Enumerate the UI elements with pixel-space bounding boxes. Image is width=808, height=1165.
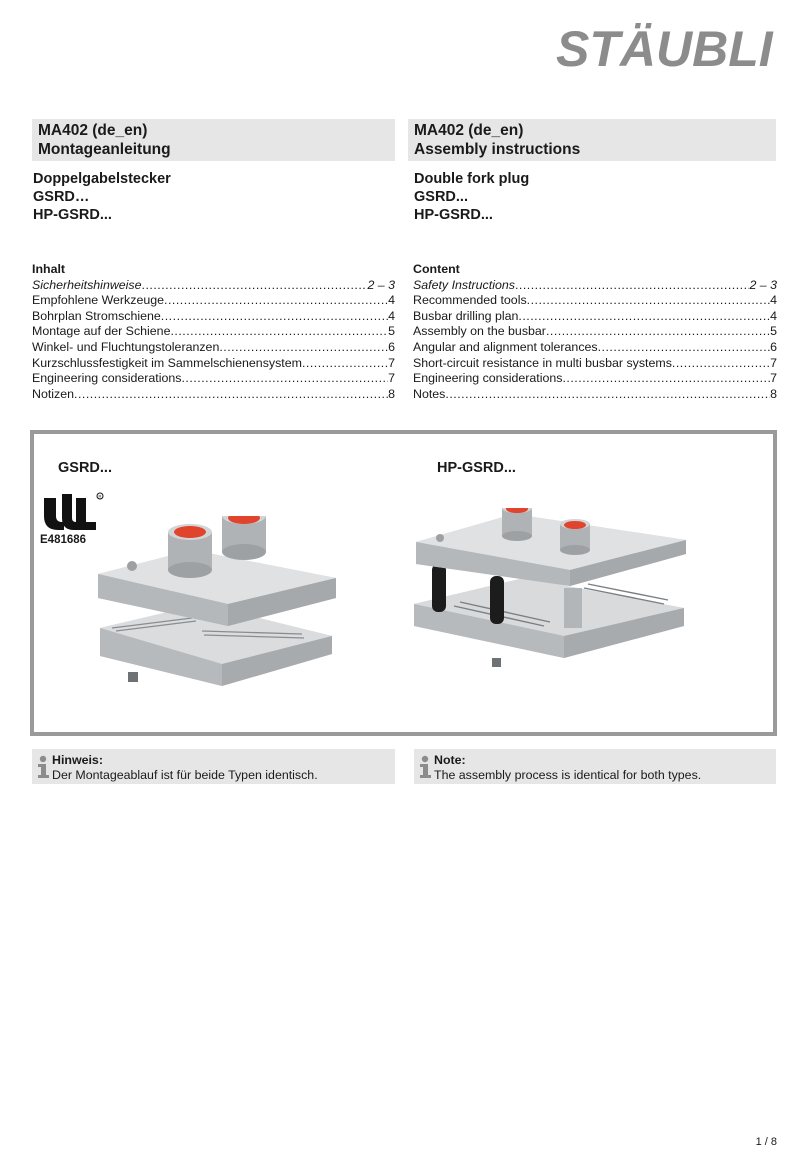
toc-entry-page: 4 bbox=[770, 293, 777, 308]
doc-code-en: MA402 (de_en) bbox=[414, 122, 524, 139]
toc-entry-label: Recommended tools bbox=[413, 293, 527, 308]
note-box-de bbox=[32, 749, 395, 784]
figure-label-gsrd: GSRD... bbox=[58, 460, 112, 476]
toc-entry[interactable] bbox=[413, 309, 777, 325]
product-title-de bbox=[33, 170, 171, 224]
info-icon bbox=[418, 755, 432, 779]
hp-gsrd-product-image bbox=[414, 508, 689, 678]
logo-text: STÄUBLI bbox=[556, 21, 773, 77]
toc-entry[interactable] bbox=[32, 309, 395, 325]
toc-entry-page: 8 bbox=[388, 386, 395, 401]
toc-de bbox=[32, 262, 395, 402]
ul-file-number: E481686 bbox=[40, 534, 87, 546]
title-bar-en bbox=[408, 119, 776, 161]
title-bar-de bbox=[32, 119, 395, 161]
product-figure bbox=[30, 430, 777, 736]
product-name-en: Double fork plug bbox=[414, 171, 530, 187]
toc-entry-label: Notes bbox=[413, 386, 446, 401]
product-variant-1-de: GSRD… bbox=[33, 189, 90, 205]
toc-entry[interactable] bbox=[413, 387, 777, 403]
product-variant-2-en: HP-GSRD... bbox=[414, 207, 493, 223]
product-title-en bbox=[414, 170, 529, 224]
figure-label-hp-gsrd: HP-GSRD... bbox=[437, 460, 516, 476]
toc-entry-page: 8 bbox=[770, 386, 777, 401]
toc-entry[interactable] bbox=[32, 356, 395, 372]
toc-entry-label: Bohrplan Stromschiene bbox=[32, 308, 161, 323]
product-variant-1-en: GSRD... bbox=[414, 189, 468, 205]
toc-entry-label: Safety Instructions bbox=[413, 277, 515, 292]
toc-entry[interactable] bbox=[413, 278, 777, 294]
toc-entry[interactable] bbox=[32, 371, 395, 387]
toc-heading-en: Content bbox=[413, 262, 460, 276]
toc-entry-label: Montage auf der Schiene bbox=[32, 324, 171, 339]
toc-entry-page: 6 bbox=[388, 339, 395, 354]
toc-entry-label: Short-circuit resistance in multi busbar systems bbox=[413, 355, 672, 370]
doc-code-de: MA402 (de_en) bbox=[38, 122, 148, 139]
toc-entry-page: 7 bbox=[388, 355, 395, 370]
page-number: 1 / 8 bbox=[755, 1136, 777, 1148]
toc-entry[interactable] bbox=[413, 324, 777, 340]
toc-entry-page: 7 bbox=[770, 371, 777, 386]
toc-entry-label: Sicherheitshinweise bbox=[32, 277, 142, 292]
toc-entry-page: 7 bbox=[770, 355, 777, 370]
toc-entry[interactable] bbox=[413, 356, 777, 372]
toc-entry-label: Kurzschlussfestigkeit im Sammelschienensystem bbox=[32, 355, 302, 370]
toc-entry-label: Notizen bbox=[32, 386, 75, 401]
toc-entry-label: Angular and alignment tolerances bbox=[413, 339, 598, 354]
product-variant-2-de: HP-GSRD... bbox=[33, 207, 112, 223]
toc-entry-label: Engineering considerations bbox=[413, 371, 563, 386]
note-text-en: The assembly process is identical for both types. bbox=[434, 768, 702, 782]
toc-entry-label: Engineering considerations bbox=[32, 371, 182, 386]
toc-entry-page: 4 bbox=[388, 308, 395, 323]
toc-heading-de: Inhalt bbox=[32, 262, 66, 276]
svg-text:R: R bbox=[98, 493, 102, 499]
toc-entry-page: 6 bbox=[770, 339, 777, 354]
toc-entry-page: 4 bbox=[770, 308, 777, 323]
toc-entry-label: Assembly on the busbar bbox=[413, 324, 546, 339]
gsrd-product-image bbox=[92, 516, 342, 706]
note-text-de: Der Montageablauf ist für beide Typen identisch. bbox=[52, 768, 318, 782]
toc-entry[interactable] bbox=[413, 371, 777, 387]
toc-entry[interactable] bbox=[32, 324, 395, 340]
toc-entry[interactable] bbox=[413, 293, 777, 309]
staubli-logo bbox=[552, 14, 778, 78]
toc-en bbox=[413, 262, 777, 402]
toc-entry-page: 2 – 3 bbox=[367, 277, 395, 292]
toc-entry-label: Winkel- und Fluchtungstoleranzen bbox=[32, 339, 220, 354]
toc-entry[interactable] bbox=[32, 387, 395, 403]
toc-entry[interactable] bbox=[32, 293, 395, 309]
product-name-de: Doppelgabelstecker bbox=[33, 171, 171, 187]
toc-entry-label: Busbar drilling plan bbox=[413, 308, 519, 323]
toc-entry[interactable] bbox=[32, 340, 395, 356]
toc-entry-page: 7 bbox=[388, 371, 395, 386]
doc-type-en: Assembly instructions bbox=[414, 141, 581, 158]
note-box-en bbox=[414, 749, 776, 784]
toc-entry-page: 5 bbox=[770, 324, 777, 339]
note-heading-de: Hinweis: bbox=[52, 753, 103, 767]
toc-entry-page: 5 bbox=[388, 324, 395, 339]
toc-entry-page: 2 – 3 bbox=[749, 277, 777, 292]
toc-entry-page: 4 bbox=[388, 293, 395, 308]
toc-entry[interactable] bbox=[413, 340, 777, 356]
toc-entry[interactable] bbox=[32, 278, 395, 294]
info-icon bbox=[36, 755, 50, 779]
note-heading-en: Note: bbox=[434, 753, 466, 767]
doc-type-de: Montageanleitung bbox=[38, 141, 171, 158]
toc-entry-label: Empfohlene Werkzeuge bbox=[32, 293, 165, 308]
